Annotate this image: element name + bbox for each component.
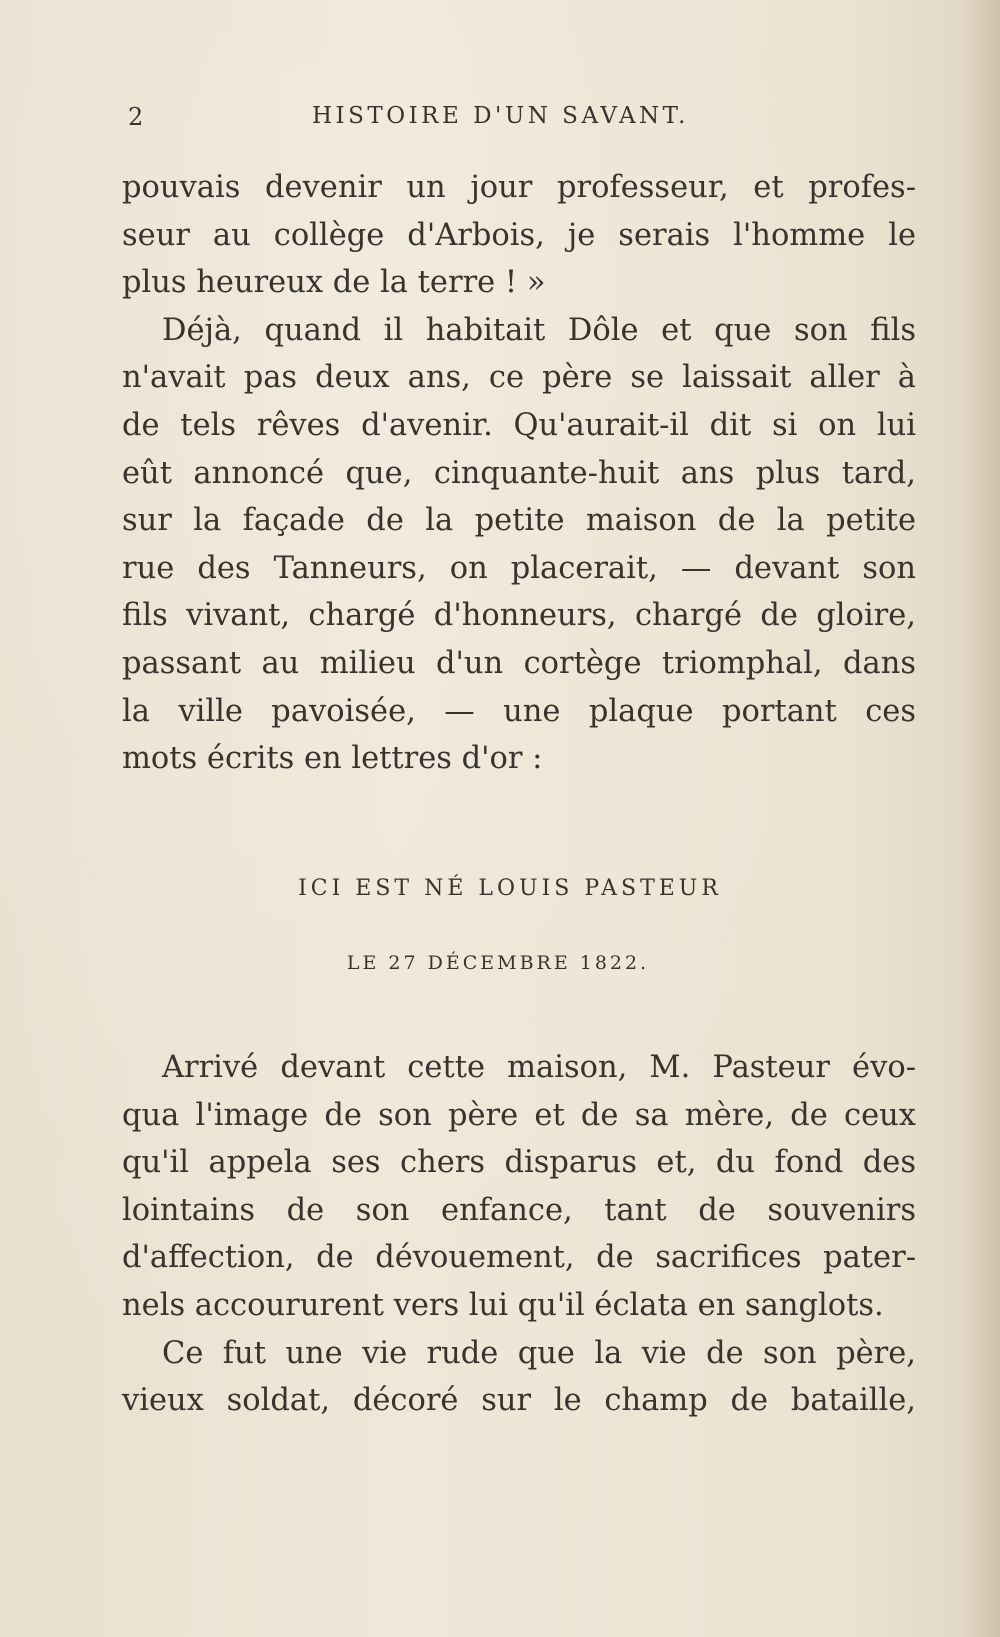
text-line: qu'il appela ses chers disparus et, du fond des	[122, 1145, 916, 1181]
paragraph	[122, 307, 916, 783]
text-line: d'affection, de dévouement, de sacrifices pater-	[122, 1240, 916, 1276]
body-text-bottom	[122, 1044, 916, 1425]
text-line: Arrivé devant cette maison, M. Pasteur évo-	[162, 1050, 916, 1085]
text-line: Déjà, quand il habitait Dôle et que son fils	[162, 312, 916, 348]
text-line: fils vivant, chargé d'honneurs, chargé de gloire,	[122, 598, 916, 634]
running-head	[0, 103, 1000, 137]
text-line: qua l'image de son père et de sa mère, de ceux	[122, 1097, 916, 1133]
text-line: plus heureux de la terre ! »	[122, 265, 546, 301]
text-line: n'avait pas deux ans, ce père se laissait aller à	[122, 360, 916, 396]
body-text-top	[122, 164, 916, 783]
paragraph	[122, 1044, 916, 1330]
text-line: vieux soldat, décoré sur le champ de bataille,	[122, 1383, 916, 1419]
running-title: HISTOIRE D'UN SAVANT.	[312, 103, 689, 129]
text-line: nels accoururent vers lui qu'il éclata en sanglots.	[122, 1287, 884, 1323]
text-line: lointains de son enfance, tant de souvenirs	[122, 1192, 916, 1228]
text-line: seur au collège d'Arbois, je serais l'homme le	[122, 217, 916, 253]
text-line: sur la façade de la petite maison de la petite	[122, 503, 916, 539]
inscription-line-1: ICI EST NÉ LOUIS PASTEUR	[298, 876, 722, 901]
text-line: pouvais devenir un jour professeur, et profes-	[122, 170, 916, 205]
inscription-line-2: LE 27 DÉCEMBRE 1822.	[346, 952, 650, 974]
text-line: passant au milieu d'un cortège triomphal, dans	[122, 645, 916, 681]
paragraph	[122, 1330, 916, 1425]
text-line: mots écrits en lettres d'or :	[122, 741, 543, 777]
paragraph	[122, 164, 916, 307]
page-edge-shadow	[960, 0, 1000, 1637]
page-number: 2	[128, 103, 145, 131]
text-line: la ville pavoisée, — une plaque portant ces	[122, 693, 916, 729]
text-line: Ce fut une vie rude que la vie de son père,	[162, 1335, 916, 1371]
text-line: eût annoncé que, cinquante-huit ans plus tard,	[122, 455, 916, 491]
text-line: de tels rêves d'avenir. Qu'aurait-il dit si on lui	[122, 407, 916, 443]
text-line: rue des Tanneurs, on placerait, — devant son	[122, 550, 916, 586]
